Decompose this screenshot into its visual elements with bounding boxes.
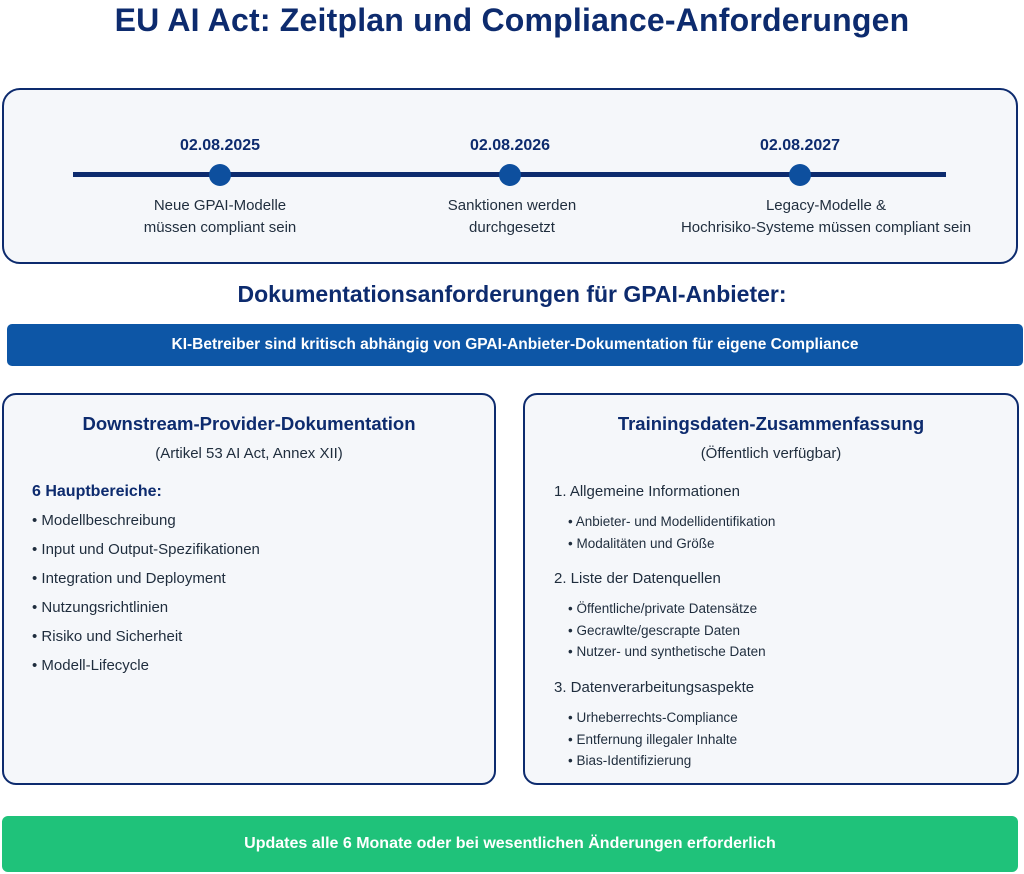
milestone-text-2027 <box>656 195 996 239</box>
main-areas-list <box>32 510 260 684</box>
list-item: • Nutzungsrichtlinien <box>32 597 260 626</box>
milestone-line-1: Sanktionen werden <box>447 197 577 214</box>
dependency-banner: KI-Betreiber sind kritisch abhängig von GPAI-Anbieter-Dokumentation für eigene Compliance <box>7 324 1023 366</box>
list-item: • Integration und Deployment <box>32 568 260 597</box>
list-item: • Gecrawlte/gescrapte Daten <box>568 621 766 643</box>
list-item: • Nutzer- und synthetische Daten <box>568 642 766 664</box>
list-item: • Input und Output-Spezifikationen <box>32 539 260 568</box>
milestone-text-2026 <box>342 195 682 239</box>
milestone-line-1: Legacy-Modelle & <box>765 197 887 214</box>
milestone-text-2025 <box>50 195 390 239</box>
milestone-dot-2027 <box>789 164 811 186</box>
milestone-date-2026: 02.08.2026 <box>469 137 551 154</box>
list-item: • Bias-Identifizierung <box>568 751 738 773</box>
list-item: • Modalitäten und Größe <box>568 534 775 556</box>
data-sources-list <box>568 599 766 664</box>
milestone-date-2025: 02.08.2025 <box>179 137 261 154</box>
milestone-date-2027: 02.08.2027 <box>759 137 841 154</box>
list-item: • Risiko und Sicherheit <box>32 626 260 655</box>
list-item: • Entfernung illegaler Inhalte <box>568 730 738 752</box>
group-heading-processing: 3. Datenverarbeitungsaspekte <box>554 679 755 696</box>
downstream-documentation-card <box>2 393 496 785</box>
milestone-line-2: müssen compliant sein <box>143 219 297 236</box>
training-data-summary-card <box>523 393 1019 785</box>
processing-aspects-list <box>568 708 738 773</box>
section-heading: Dokumentationsanforderungen für GPAI-Anbieter: <box>237 281 787 307</box>
group-heading-general: 1. Allgemeine Informationen <box>554 483 740 500</box>
milestone-dot-2026 <box>499 164 521 186</box>
milestone-line-1: Neue GPAI-Modelle <box>153 197 287 214</box>
list-item: • Anbieter- und Modellidentifikation <box>568 512 775 534</box>
page-title: EU AI Act: Zeitplan und Compliance-Anforderungen <box>114 2 910 38</box>
card-subtitle: (Artikel 53 AI Act, Annex XII) <box>155 445 343 462</box>
list-item: • Öffentliche/private Datensätze <box>568 599 766 621</box>
general-info-list <box>568 512 775 555</box>
list-item: • Modell-Lifecycle <box>32 655 260 684</box>
milestone-line-2: Hochrisiko-Systeme müssen compliant sein <box>680 219 972 236</box>
card-title: Downstream-Provider-Dokumentation <box>82 413 416 434</box>
milestone-dot-2025 <box>209 164 231 186</box>
areas-heading: 6 Hauptbereiche: <box>32 483 162 500</box>
update-requirement-banner: Updates alle 6 Monate oder bei wesentlichen Änderungen erforderlich <box>2 816 1018 872</box>
group-heading-sources: 2. Liste der Datenquellen <box>554 570 721 587</box>
list-item: • Modellbeschreibung <box>32 510 260 539</box>
card-subtitle: (Öffentlich verfügbar) <box>700 445 842 462</box>
card-title: Trainingsdaten-Zusammenfassung <box>617 413 925 434</box>
list-item: • Urheberrechts-Compliance <box>568 708 738 730</box>
milestone-line-2: durchgesetzt <box>469 219 555 236</box>
